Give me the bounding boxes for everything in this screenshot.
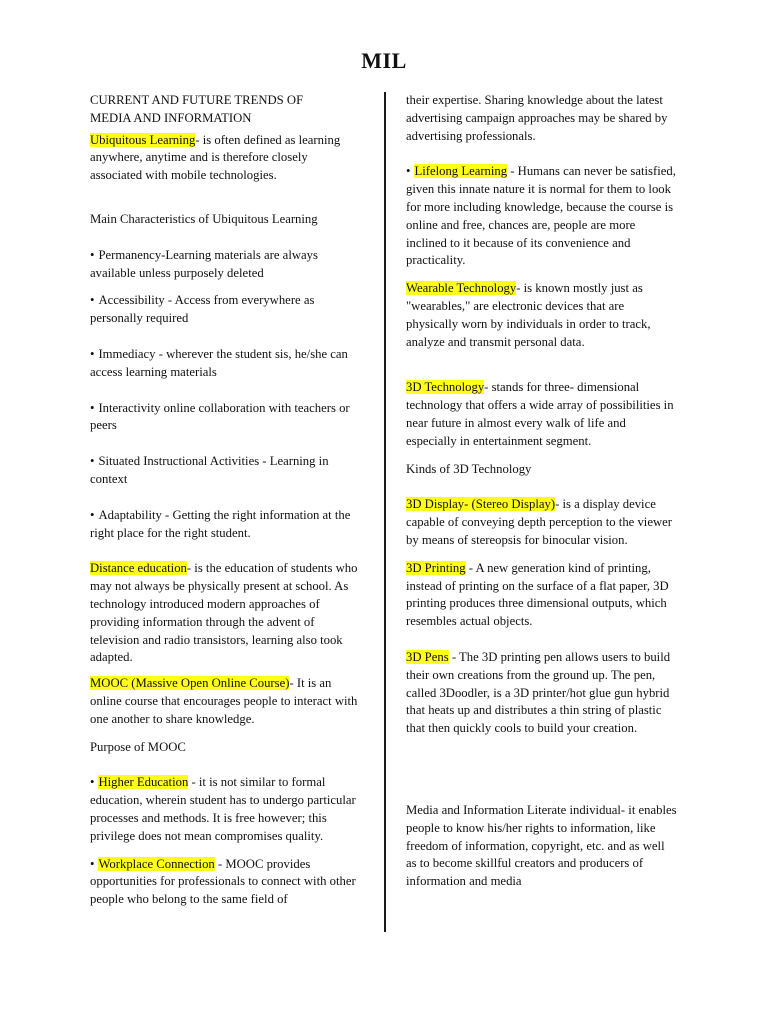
bullet: • — [90, 346, 95, 361]
characteristic-text: Accessibility - Access from everywhere as personally required — [90, 293, 315, 326]
section-heading: CURRENT AND FUTURE TRENDS OF MEDIA AND INFORMATION — [90, 93, 304, 125]
wearable-technology-text: - is known mostly just as "wearables," are electronic devices that are physically worn by individuals in order to track, analyze and transmit personal data. — [406, 281, 651, 349]
bullet: • — [90, 775, 95, 790]
page-title: MIL — [361, 48, 407, 73]
purpose-of-mooc-heading: Purpose of MOOC — [90, 739, 186, 754]
3d-pens-paragraph — [406, 649, 678, 738]
column-divider — [384, 92, 386, 932]
3d-printing-term: 3D Printing — [406, 560, 466, 575]
characteristic-text: Permanency-Learning materials are always available unless purposely deleted — [90, 247, 318, 280]
workplace-connection-continued: their expertise. Sharing knowledge about the latest advertising campaign approaches may be shared by advertising professionals. — [406, 93, 668, 143]
main-characteristics-heading: Main Characteristics of Ubiquitous Learning — [90, 211, 318, 226]
workplace-connection-text: - MOOC provides opportunities for professionals to connect with other people who belong to the same field of — [90, 856, 356, 907]
bullet: • — [90, 507, 95, 522]
distance-education-paragraph — [90, 560, 362, 667]
lifelong-learning-item — [406, 163, 678, 270]
wearable-technology-paragraph — [406, 280, 678, 351]
characteristic-item — [90, 346, 362, 382]
mil-individual-paragraph: Media and Information Literate individual- it enables people to know his/her rights to information, like freedom of information, copyright, etc. and as well as to become skillful creators and producers of information and media — [406, 802, 677, 889]
bullet: • — [90, 856, 95, 871]
distance-education-text: - is the education of students who may not always be physically present at school. As technology introduced modern approaches of providing information through the advent of television and radio transistors, learning also took adapted. — [90, 561, 358, 665]
characteristic-item — [90, 400, 362, 436]
bullet: • — [406, 164, 411, 179]
characteristic-item — [90, 453, 362, 489]
characteristic-item — [90, 247, 362, 283]
characteristic-text: Adaptability - Getting the right information at the right place for the right student. — [90, 507, 351, 540]
left-column — [90, 92, 362, 909]
ubiquitous-learning-paragraph — [90, 132, 362, 185]
3d-display-term: 3D Display- (Stereo Display) — [406, 497, 556, 512]
characteristic-item — [90, 292, 362, 328]
3d-pens-text: - The 3D printing pen allows users to build their own creations from the ground up. The pen, called 3Doodler, is a 3D printer/hot glue gun hybrid that heats up and distributes a thin string of plastic that then quickly cools to build your creation. — [406, 649, 671, 736]
right-column — [406, 92, 678, 891]
distance-education-term: Distance education — [90, 561, 187, 576]
ubiquitous-learning-text: - is often defined as learning anywhere, anytime and is therefore closely associated with mobile technologies. — [90, 132, 341, 183]
characteristic-text: Situated Instructional Activities - Learning in context — [90, 454, 329, 486]
higher-education-item — [90, 774, 362, 845]
3d-technology-paragraph — [406, 379, 678, 450]
3d-display-text: - is a display device capable of conveying depth perception to the viewer by means of stereopsis for binocular vision. — [406, 497, 672, 547]
mooc-term: MOOC (Massive Open Online Course) — [90, 676, 290, 691]
characteristic-text: Interactivity online collaboration with teachers or peers — [90, 400, 350, 433]
workplace-connection-term: Workplace Connection — [98, 856, 215, 871]
3d-pens-term: 3D Pens — [406, 649, 449, 664]
workplace-connection-item — [90, 856, 362, 909]
lifelong-learning-term: Lifelong Learning — [414, 164, 508, 179]
mooc-paragraph — [90, 675, 362, 728]
3d-printing-paragraph — [406, 560, 678, 631]
higher-education-term: Higher Education — [98, 775, 189, 790]
characteristic-item — [90, 507, 362, 543]
wearable-technology-term: Wearable Technology — [406, 281, 517, 296]
ubiquitous-learning-term: Ubiquitous Learning — [90, 132, 196, 147]
bullet: • — [90, 247, 95, 262]
lifelong-learning-text: - Humans can never be satisfied, given this innate nature it is normal for them to look for more including knowledge, because the course is online and free, chances are, people are more inclined to it because of its convenience and practicality. — [406, 164, 676, 268]
mooc-text: - It is an online course that encourages people to interact with one another to share knowledge. — [90, 676, 358, 726]
characteristic-text: Immediacy - wherever the student sis, he/she can access learning materials — [90, 346, 348, 379]
3d-display-paragraph — [406, 496, 678, 549]
3d-technology-text: - stands for three- dimensional technology that offers a wide array of possibilities in near future in almost every walk of life and especially in entertainment segment. — [406, 380, 674, 448]
kinds-of-3d-heading: Kinds of 3D Technology — [406, 461, 532, 476]
higher-education-text: - it is not similar to formal education, wherein student has to undergo particular processes and methods. It is free however; this privilege does not mean compromises quality. — [90, 775, 356, 843]
3d-printing-text: - A new generation kind of printing, instead of printing on the surface of a flat paper, 3D printing produces three dimensional outputs, which resembles actual objects. — [406, 560, 669, 629]
bullet: • — [90, 454, 95, 469]
bullet: • — [90, 293, 95, 308]
3d-technology-term: 3D Technology — [406, 380, 485, 395]
bullet: • — [90, 400, 95, 415]
